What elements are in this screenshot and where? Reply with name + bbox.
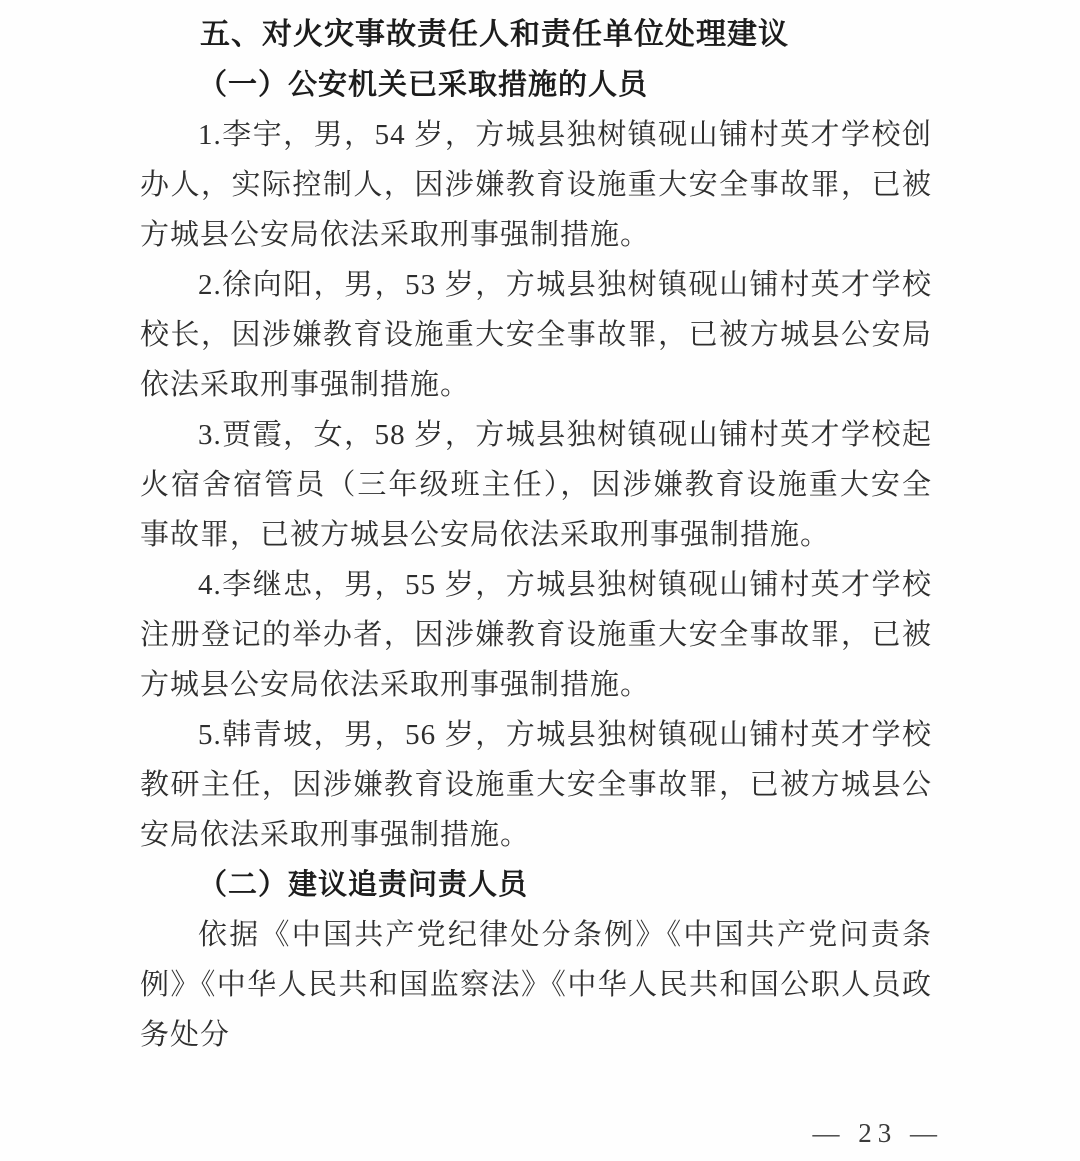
paragraph-person-5: 5.韩青坡，男，56 岁，方城县独树镇砚山铺村英才学校教研主任，因涉嫌教育设施重大安全事故罪，已被方城县公安局依法采取刑事强制措施。 [140, 719, 932, 851]
section-heading: 五、对火灾事故责任人和责任单位处理建议 [200, 18, 789, 51]
paragraph-person-1: 1.李宇，男，54 岁，方城县独树镇砚山铺村英才学校创办人，实际控制人，因涉嫌教育设施重大安全事故罪，已被方城县公安局依法采取刑事强制措施。 [140, 119, 932, 251]
paragraph-person-3: 3.贾霞，女，58 岁，方城县独树镇砚山铺村英才学校起火宿舍宿管员（三年级班主任），因涉嫌教育设施重大安全事故罪，已被方城县公安局依法采取刑事强制措施。 [140, 419, 932, 551]
page-number: — 23 — [812, 1118, 943, 1148]
subsection-heading-one: （一）公安机关已采取措施的人员 [198, 69, 649, 101]
paragraph-person-2: 2.徐向阳，男，53 岁，方城县独树镇砚山铺村英才学校校长，因涉嫌教育设施重大安全事故罪，已被方城县公安局依法采取刑事强制措施。 [140, 269, 932, 401]
paragraph-person-4: 4.李继忠，男，55 岁，方城县独树镇砚山铺村英才学校注册登记的举办者，因涉嫌教育设施重大安全事故罪，已被方城县公安局依法采取刑事强制措施。 [140, 569, 932, 701]
subsection-heading-two: （二）建议追责问责人员 [198, 869, 529, 901]
document-text-block [140, 10, 932, 1060]
paragraph-legal-basis: 依据《中国共产党纪律处分条例》《中国共产党问责条例》《中华人民共和国监察法》《中华人民共和国公职人员政务处分 [140, 919, 932, 1051]
